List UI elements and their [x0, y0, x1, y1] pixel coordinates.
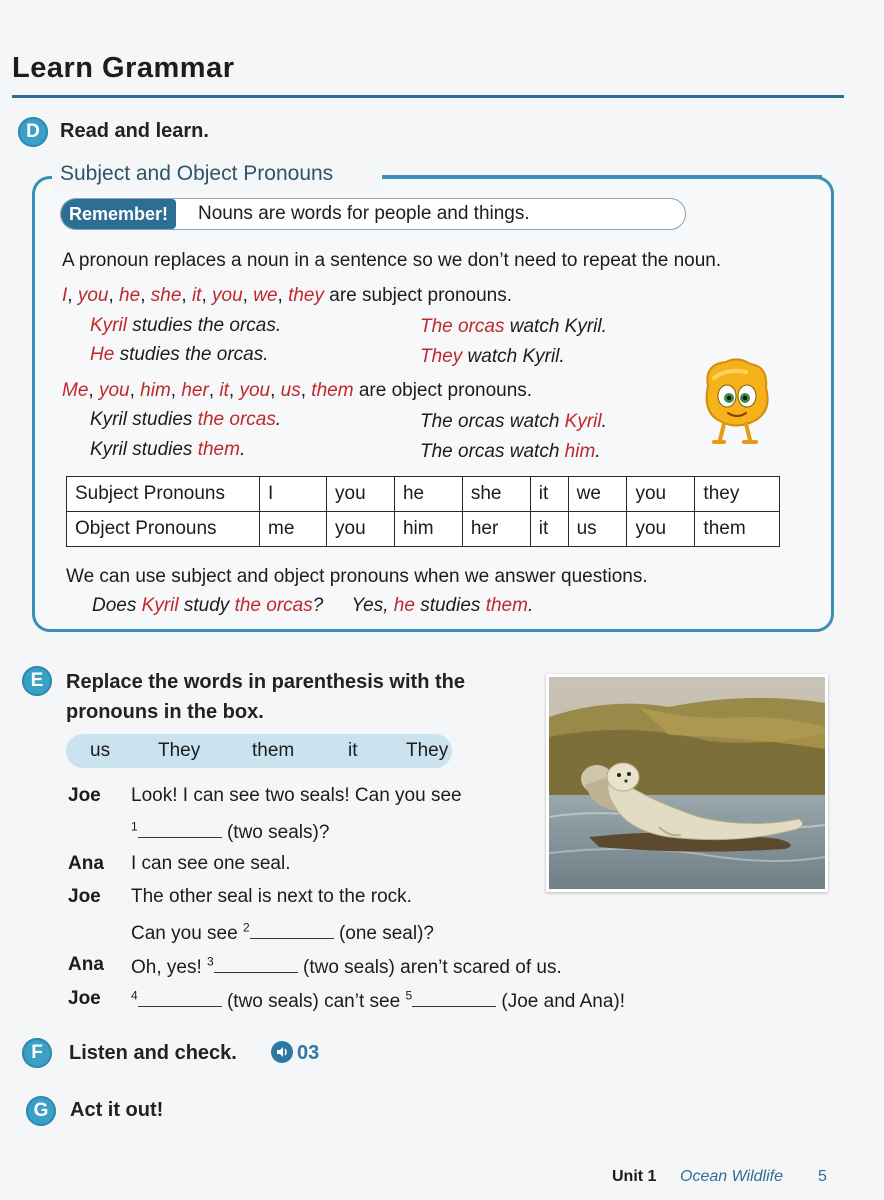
- example-rest: watch Kyril.: [504, 316, 607, 337]
- dialogue-line: [131, 920, 434, 945]
- footer-page-number: 5: [818, 1168, 827, 1185]
- blank-number: 3: [207, 954, 214, 969]
- example-rest: Kyril studies: [90, 409, 198, 430]
- table-cell: you: [627, 477, 695, 512]
- example-pronoun: He: [90, 344, 115, 365]
- dialogue-line: Look! I can see two seals! Can you see: [131, 785, 462, 806]
- object-pronoun-line: Me, you, him, her, it, you, us, them are object pronouns.: [62, 380, 533, 401]
- dialogue-text: Can you see: [131, 923, 243, 944]
- example-noun: Kyril: [90, 315, 127, 336]
- subject-pronoun: you: [77, 285, 109, 306]
- blank-number: 1: [131, 819, 138, 834]
- footer-topic: Ocean Wildlife: [680, 1168, 784, 1185]
- speaker-joe: Joe: [68, 988, 101, 1009]
- dialogue-line: The other seal is next to the rock.: [131, 886, 412, 907]
- dialogue-line: [131, 954, 562, 979]
- object-tail: are object pronouns.: [358, 380, 533, 401]
- example-noun: the orcas: [197, 409, 276, 430]
- table-cell: we: [568, 477, 627, 512]
- word-box-item: them: [252, 740, 295, 761]
- example-rest: studies the orcas.: [114, 344, 269, 365]
- object-example-3: [420, 411, 607, 433]
- example-rest: study: [178, 595, 235, 616]
- answer-blank-5[interactable]: [412, 988, 496, 1007]
- dialogue-text: (two seals) can’t see: [226, 991, 406, 1012]
- example-punct: ?: [312, 595, 324, 616]
- example-punct: .: [595, 441, 601, 462]
- pronoun-table: [66, 476, 780, 547]
- speaker-ana: Ana: [68, 853, 104, 874]
- dialogue-line: I can see one seal.: [131, 853, 291, 874]
- subject-example-1: [90, 315, 281, 337]
- table-cell: you: [327, 512, 395, 547]
- object-pronoun: us: [280, 380, 301, 401]
- subject-pronoun: it: [191, 285, 202, 306]
- object-example-4: [420, 441, 601, 463]
- object-pronoun: you: [98, 380, 130, 401]
- box-title: Subject and Object Pronouns: [60, 162, 334, 185]
- speaker-joe: Joe: [68, 886, 101, 907]
- seals-on-rock-image: [549, 677, 825, 889]
- subject-pronoun: he: [119, 285, 141, 306]
- subject-tail: are subject pronouns.: [329, 285, 513, 306]
- answer-blank-2[interactable]: [250, 920, 334, 939]
- subject-pronoun: I: [62, 285, 68, 306]
- remember-label: Remember!: [61, 199, 176, 229]
- table-cell: she: [462, 477, 530, 512]
- word-box-item: it: [348, 740, 358, 761]
- object-pronoun: it: [219, 380, 229, 401]
- table-cell: it: [530, 477, 568, 512]
- table-cell: I: [260, 477, 327, 512]
- object-example-2: [90, 439, 245, 461]
- example-rest: Yes,: [351, 595, 394, 616]
- answer-blank-3[interactable]: [214, 954, 298, 973]
- table-cell: they: [695, 477, 780, 512]
- blank-number: 4: [131, 988, 138, 1003]
- section-e-heading: [66, 667, 465, 727]
- subject-pronoun-line: I, you, he, she, it, you, we, they are subject pronouns.: [62, 285, 513, 306]
- object-pronoun: Me: [62, 380, 89, 401]
- blank-number: 2: [242, 920, 250, 935]
- subject-pronoun: they: [288, 285, 324, 306]
- audio-icon[interactable]: [270, 1040, 294, 1064]
- example-rest: Does: [92, 595, 142, 616]
- table-row: [67, 512, 780, 547]
- example-rest: The orcas watch: [420, 411, 565, 432]
- example-rest: watch Kyril.: [462, 346, 565, 367]
- remember-text: Nouns are words for people and things.: [198, 203, 530, 224]
- dialogue-text: (one seal)?: [338, 923, 434, 944]
- section-g-heading: Act it out!: [70, 1099, 164, 1121]
- example-rest: The orcas watch: [420, 441, 565, 462]
- table-cell: he: [394, 477, 462, 512]
- example-pronoun: them: [485, 595, 528, 616]
- object-example-1: [90, 409, 281, 431]
- subject-pronoun: we: [253, 285, 278, 306]
- table-cell: you: [327, 477, 395, 512]
- subject-example-4: [420, 346, 565, 368]
- example-punct: .: [275, 409, 282, 430]
- blank-number: 5: [405, 988, 413, 1003]
- speaker-joe: Joe: [68, 785, 101, 806]
- section-e-heading-line: Replace the words in parenthesis with the: [66, 671, 465, 693]
- example-pronoun: he: [393, 595, 415, 616]
- section-e-heading-line: pronouns in the box.: [66, 701, 264, 723]
- example-pronoun: them: [197, 439, 240, 460]
- table-cell: me: [260, 512, 327, 547]
- section-d-badge: D: [18, 117, 48, 147]
- audio-track-number[interactable]: 03: [297, 1042, 320, 1064]
- table-cell: us: [568, 512, 627, 547]
- table-row-label: Subject Pronouns: [67, 477, 260, 512]
- footer-unit: Unit 1: [612, 1168, 657, 1185]
- page-title: Learn Grammar: [12, 52, 235, 84]
- example-rest: studies the orcas.: [126, 315, 282, 336]
- table-cell: her: [462, 512, 530, 547]
- section-e-badge: E: [22, 666, 52, 696]
- example-noun: Kyril: [141, 595, 179, 616]
- subject-pronoun: she: [150, 285, 182, 306]
- section-f-badge: F: [22, 1038, 52, 1068]
- table-cell: him: [394, 512, 462, 547]
- answer-blank-4[interactable]: [138, 988, 222, 1007]
- dialogue-text: (two seals)?: [226, 822, 330, 843]
- example-rest: Kyril studies: [90, 439, 198, 460]
- subject-example-2: [90, 344, 269, 366]
- dialogue-line: [131, 819, 329, 844]
- object-pronoun: them: [311, 380, 354, 401]
- pronoun-intro: A pronoun replaces a noun in a sentence so we don’t need to repeat the noun.: [62, 250, 722, 271]
- mascot-character-icon: [694, 356, 774, 452]
- example-punct: .: [239, 439, 246, 460]
- subject-example-3: [420, 316, 607, 338]
- title-rule: [12, 95, 844, 98]
- example-noun: the orcas: [234, 595, 313, 616]
- answer-example: [92, 595, 533, 617]
- example-noun: The orcas: [420, 316, 505, 337]
- table-cell: you: [627, 512, 695, 547]
- word-box-item: us: [90, 740, 111, 761]
- dialogue-text: (two seals) aren’t scared of us.: [303, 957, 562, 978]
- table-row-label: Object Pronouns: [67, 512, 260, 547]
- example-rest: studies: [414, 595, 486, 616]
- dialogue-line: [131, 988, 625, 1013]
- section-d-heading: Read and learn.: [60, 120, 209, 142]
- word-box-item: They: [158, 740, 201, 761]
- example-punct: .: [527, 595, 534, 616]
- example-pronoun: him: [564, 441, 596, 462]
- dialogue-text: Oh, yes!: [131, 957, 208, 978]
- answer-note: We can use subject and object pronouns when we answer questions.: [66, 566, 648, 587]
- object-pronoun: her: [181, 380, 209, 401]
- subject-pronoun: you: [212, 285, 243, 306]
- example-punct: .: [601, 411, 607, 432]
- section-g-badge: G: [26, 1096, 56, 1126]
- speaker-ana: Ana: [68, 954, 104, 975]
- dialogue-text: (Joe and Ana)!: [501, 991, 625, 1012]
- object-pronoun: him: [140, 380, 171, 401]
- table-cell: it: [530, 512, 568, 547]
- word-box-item: They: [406, 740, 449, 761]
- seal-photo: [546, 674, 828, 892]
- box-title-line: [382, 175, 822, 179]
- object-pronoun: you: [239, 380, 271, 401]
- example-noun: Kyril: [564, 411, 602, 432]
- answer-blank-1[interactable]: [138, 819, 222, 838]
- example-pronoun: They: [420, 346, 463, 367]
- table-row: [67, 477, 780, 512]
- table-cell: them: [695, 512, 780, 547]
- section-f-heading: Listen and check.: [69, 1042, 237, 1064]
